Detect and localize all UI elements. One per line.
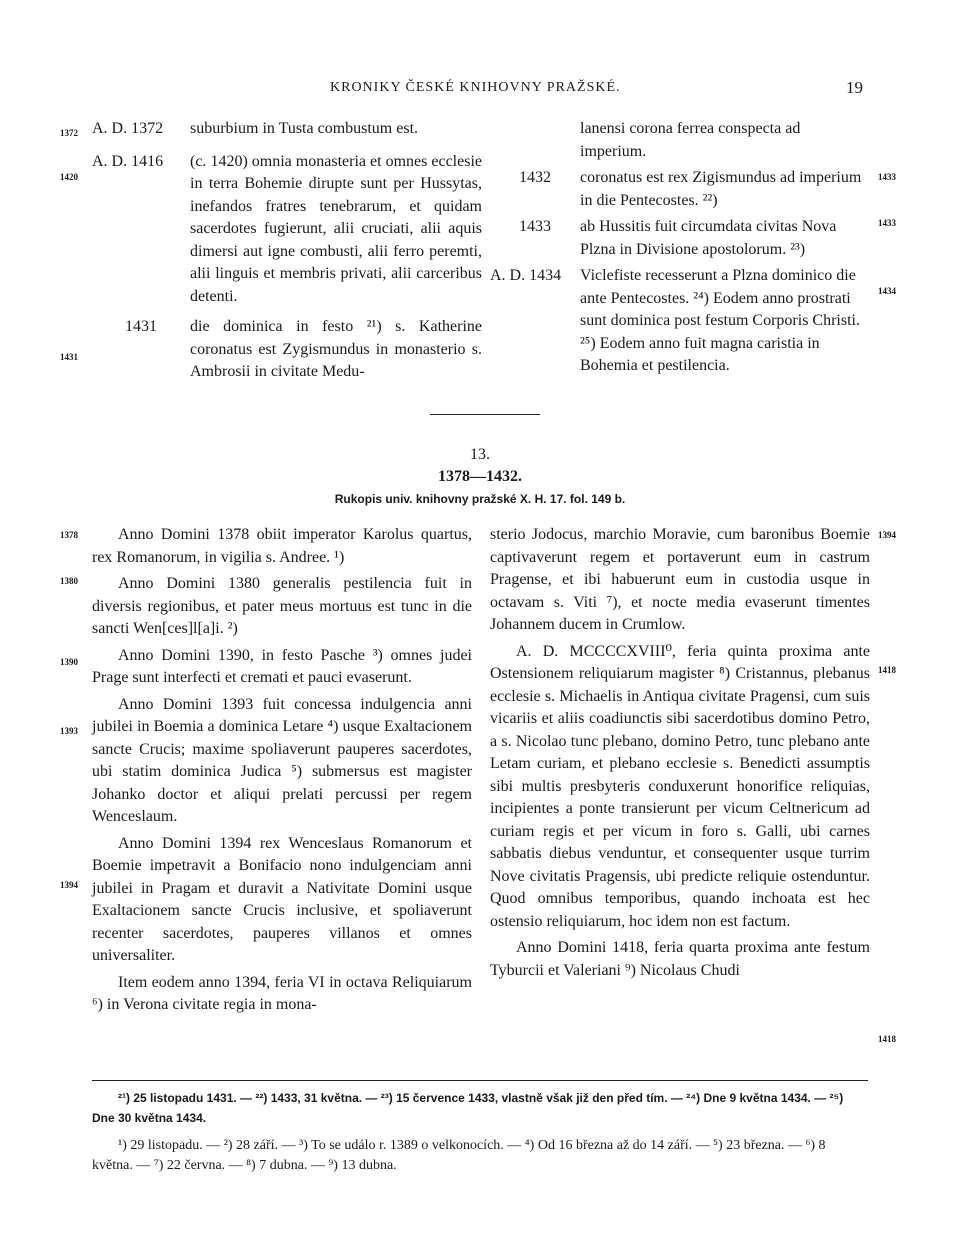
entry-text: Viclefiste recesserunt a Plzna dominico die ante Pentecostes. ²⁴) Eodem anno prostrati sunt dominica post festum Corporis Christi. ²⁵) Eodem anno fuit magna caristia in Bohemia et pestilencia. bbox=[580, 267, 860, 374]
entry bbox=[490, 167, 870, 212]
paragraph: sterio Jodocus, marchio Moravie, cum baronibus Boemie captivaverunt regem et portaverunt eum in castrum Pragense, et ibi habuerunt eum in custodia usque in octavam s. Viti ⁷), et nocte media evaserunt timentes Johannem ducem in Crumlow. bbox=[490, 526, 870, 633]
top-column-left bbox=[92, 118, 482, 388]
bottom-column-right bbox=[490, 524, 870, 986]
entry-lead: A. D. 1372 bbox=[92, 120, 164, 137]
margin-year: 1418 bbox=[878, 665, 896, 675]
top-column-right bbox=[490, 118, 870, 382]
paragraph: Anno Domini 1418, feria quarta proxima ante festum Tyburcii et Valeriani ⁹) Nicolaus Chudi bbox=[490, 939, 870, 979]
entry-text: (c. 1420) omnia monasteria et omnes ecclesie in terra Bohemie dirupte sunt per Hussytas, inefandos fratres tenebrarum, et quidam sacerdotes fugierunt, alii cruciati, alii aquis dimersi aut igne combusti, alii ferro peremti, alii linguis et membris privati, alii carceribus detenti. bbox=[190, 152, 482, 305]
margin-year: 1433 bbox=[878, 218, 896, 228]
section-divider bbox=[430, 414, 540, 415]
section-years: 1378—1432. bbox=[438, 468, 522, 485]
paragraph: A. D. MCCCCXVIII⁰, feria quinta proxima ante Ostensionem reliquiarum magister ⁸) Cristannus, plebanus ecclesie s. Michaelis in Antiqua civitate Pragensi, cum suis vicariis et aliis coadiunctis sibi sacerdotibus domino Petro, a s. Nicolao tunc plebano, domino Petro, tunc plebano ante Letam curiam, et plebano ecclesie s. Benedicti assumptis sibi multis presbyteris conduxerunt honorifice reliquias, incipientes a ponte transierunt per vicum Celtnericum ad curiam regis et per vicum in foro s. Galli, ubi carnes sabbatis diebus venduntur, et consequenter usque turrim Nove civitatis Pragensis, ubi predicte reliquie ostenduntur. Quod omnibus temporibus, quando inchoata est hec ostensio reliquiarum, hoc idem non est factum. bbox=[490, 642, 870, 930]
running-title: KRONIKY ČESKÉ KNIHOVNY PRAŽSKÉ. bbox=[330, 80, 621, 95]
entry bbox=[490, 265, 870, 378]
margin-year: 1431 bbox=[60, 352, 78, 362]
margin-year: 1433 bbox=[878, 172, 896, 182]
footnote-block-top: ²¹) 25 listopadu 1431. — ²²) 1433, 31 května. — ²³) 15 července 1433, vlastně však již den před tím. — ²⁴) Dne 9 května 1434. — ²⁵) Dne 30 května 1434. bbox=[92, 1091, 844, 1125]
entry-text: suburbium in Tusta combustum est. bbox=[190, 120, 419, 137]
paragraph: Item eodem anno 1394, feria VI in octava Reliquiarum ⁶) in Verona civitate regia in mona- bbox=[92, 973, 472, 1013]
paragraph: Anno Domini 1390, in festo Pasche ³) omnes judei Prage sunt interfecti et cremati et pauci evaserunt. bbox=[92, 646, 472, 686]
entry-text: die dominica in festo ²¹) s. Katherine coronatus est Zygismundus in monasterio s. Ambrosii in civitate Medu- bbox=[190, 318, 482, 380]
footnote-block-bottom: ¹) 29 listopadu. — ²) 28 září. — ³) To se událo r. 1389 o velkonocích. — ⁴) Od 16 března až do 14 září. — ⁵) 23 března. — ⁶) 8 května. — ⁷) 22 června. — ⁸) 7 dubna. — ⁹) 13 dubna. bbox=[92, 1138, 826, 1173]
margin-year: 1390 bbox=[60, 657, 78, 667]
paragraph: Anno Domini 1394 rex Wenceslaus Romanorum et Boemie impetravit a Bonifacio nono indulgenciam anni jubilei in Pragam et duravit a Nativitate Domini usque Exaltacionem sancte Crucis inclusive, et spoliaverunt recenter sacerdotes, pauperes villanos et omnes universaliter. bbox=[92, 834, 472, 964]
entry-text: lanensi corona ferrea conspecta ad imperium. bbox=[580, 120, 801, 160]
entry-lead: 1431 bbox=[125, 318, 157, 335]
bottom-column-left bbox=[92, 524, 472, 1021]
entry-text: ab Hussitis fuit circumdata civitas Nova Plzna in Divisione apostolorum. ²³) bbox=[580, 218, 837, 258]
footnotes bbox=[92, 1088, 868, 1176]
footnote-rule bbox=[92, 1080, 868, 1081]
entry bbox=[92, 151, 482, 309]
margin-year: 1420 bbox=[60, 172, 78, 182]
margin-year: 1434 bbox=[878, 286, 896, 296]
manuscript-source: Rukopis univ. knihovny pražské X. H. 17. fol. 149 b. bbox=[334, 492, 626, 506]
margin-year: 1418 bbox=[878, 1034, 896, 1044]
entry bbox=[92, 316, 482, 384]
margin-year: 1380 bbox=[60, 576, 78, 586]
entry-lead: A. D. 1416 bbox=[92, 152, 164, 170]
section-number: 13. bbox=[470, 446, 490, 463]
entry bbox=[490, 118, 870, 163]
paragraph: Anno Domini 1378 obiit imperator Karolus quartus, rex Romanorum, in vigilia s. Andree. ¹) bbox=[92, 526, 472, 566]
entry-lead: 1433 bbox=[519, 218, 551, 235]
margin-year: 1394 bbox=[60, 880, 78, 890]
entry bbox=[92, 118, 482, 141]
margin-year: 1393 bbox=[60, 726, 78, 736]
margin-year: 1378 bbox=[60, 530, 78, 540]
page-number: 19 bbox=[846, 78, 863, 97]
entry-lead: A. D. 1434 bbox=[490, 267, 562, 284]
margin-year: 1372 bbox=[60, 128, 78, 138]
entry bbox=[490, 216, 870, 261]
margin-year: 1394 bbox=[878, 530, 896, 540]
paragraph: Anno Domini 1380 generalis pestilencia fuit in diversis regionibus, et pater meus mortuus est tunc in die sancti Wen[ces]l[a]i. ²) bbox=[92, 575, 472, 637]
paragraph: Anno Domini 1393 fuit concessa indulgencia anni jubilei in Boemia a dominica Letare ⁴) usque Exaltacionem sancte Crucis; maxime spoliaverunt pauperes sacerdotes, ubi statim dominica Judica ⁵) submersus est magister Johanko doctor et aliqui prelati percussi per regem Wenceslaum. bbox=[92, 695, 472, 825]
entry-lead: 1432 bbox=[519, 169, 551, 186]
entry-text: coronatus est rex Zigismundus ad imperium in die Pentecostes. ²²) bbox=[580, 169, 862, 209]
entry-lead bbox=[490, 118, 580, 163]
